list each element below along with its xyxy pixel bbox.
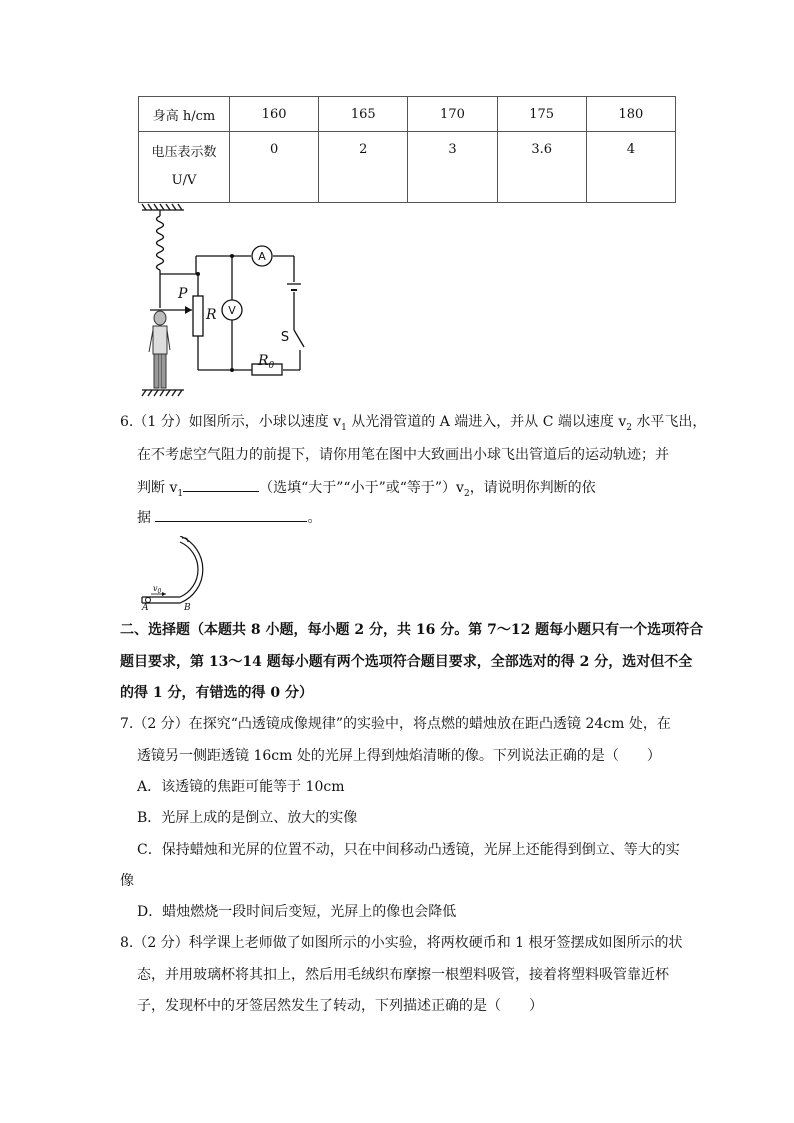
table-cell: 3.6	[497, 132, 586, 203]
label-r: R	[206, 307, 217, 323]
table-cell: 170	[408, 97, 497, 132]
q6-line4: 据 。	[137, 507, 321, 528]
q7-line1: 7.（2 分）在探究“凸透镜成像规律”的实验中，将点燃的蜡烛放在距凸透镜 24cm 处，在	[120, 716, 671, 732]
q7-option-c-cont: 像	[120, 873, 134, 889]
q8-line3: 子，发现杯中的牙签居然发生了转动，下列描述正确的是（ ）	[137, 998, 543, 1014]
switch-label: S	[280, 330, 290, 345]
table-cell: 160	[230, 97, 319, 132]
label-a: A	[142, 603, 149, 612]
q7-option-c[interactable]: C．保持蜡烛和光屏的位置不动，只在中间移动凸透镜，光屏上还能得到倒立、等大的实	[137, 842, 680, 858]
q7-option-a[interactable]: A．该透镜的焦距可能等于 10cm	[137, 779, 345, 795]
velocity-label: $v_0$	[153, 584, 162, 595]
table-row	[139, 97, 676, 132]
table-cell: 165	[319, 97, 408, 132]
label-r0: $R_0$	[258, 353, 275, 371]
q7-option-b[interactable]: B．光屏上成的是倒立、放大的实像	[137, 810, 358, 826]
table-cell: 180	[586, 97, 675, 132]
table-row	[139, 132, 676, 203]
person-figure	[149, 311, 170, 388]
answer-blank[interactable]	[183, 477, 259, 492]
q6-line1: 6.（1 分）如图所示，小球以速度 $v_1$ 从光滑管道的 A 端进入，并从 C 端以速度 $v_2$ 水平飞出，	[120, 414, 707, 433]
height-voltage-table	[138, 96, 676, 203]
height-meter-circuit-diagram	[138, 202, 318, 398]
table-cell: 身高 h/cm	[139, 97, 230, 132]
table-cell: 2	[319, 132, 408, 203]
ammeter-label: A	[258, 250, 266, 263]
table-cell: 4	[586, 132, 675, 203]
q6-line2: 在不考虑空气阻力的前提下，请你用笔在图中大致画出小球飞出管道后的运动轨迹；并	[137, 447, 669, 463]
table-cell: 3	[408, 132, 497, 203]
answer-blank[interactable]	[155, 507, 307, 522]
section2-line3: 的得 1 分，有错选的得 0 分）	[120, 685, 313, 701]
table-cell	[139, 132, 230, 203]
table-cell: 0	[230, 132, 319, 203]
q8-line1: 8.（2 分）科学课上老师做了如图所示的小实验，将两枚硬币和 1 根牙签摆成如图所示的状	[120, 935, 683, 951]
table-cell: 175	[497, 97, 586, 132]
q7-line2: 透镜另一侧距透镜 16cm 处的光屏上得到烛焰清晰的像。下列说法正确的是（ ）	[137, 748, 661, 764]
label-p: P	[178, 286, 188, 302]
q7-option-d[interactable]: D．蜡烛燃烧一段时间后变短，光屏上的像也会降低	[137, 904, 457, 920]
section2-line1: 二、选择题（本题共 8 小题，每小题 2 分，共 16 分。第 7～12 题每小题只有一个选项符合	[120, 622, 704, 638]
row-label-line1: 电压表示数	[151, 145, 217, 160]
q6-line3: 判断 $v_1$ （选填“大于”“小于”或“等于$”)v_2$，请说明你判断的依	[137, 477, 596, 504]
curved-tube-figure	[140, 536, 226, 612]
label-b: B	[184, 603, 191, 612]
section2-line2: 题目要求，第 13～14 题每小题有两个选项符合题目要求，全部选对的得 2 分，选对但不全	[120, 654, 693, 670]
q8-line2: 态，并用玻璃杯将其扣上，然后用毛绒织布摩擦一根塑料吸管，接着将塑料吸管靠近杯	[137, 967, 669, 983]
row-label-line2: U/V	[171, 173, 197, 188]
voltmeter-label: V	[228, 304, 236, 317]
